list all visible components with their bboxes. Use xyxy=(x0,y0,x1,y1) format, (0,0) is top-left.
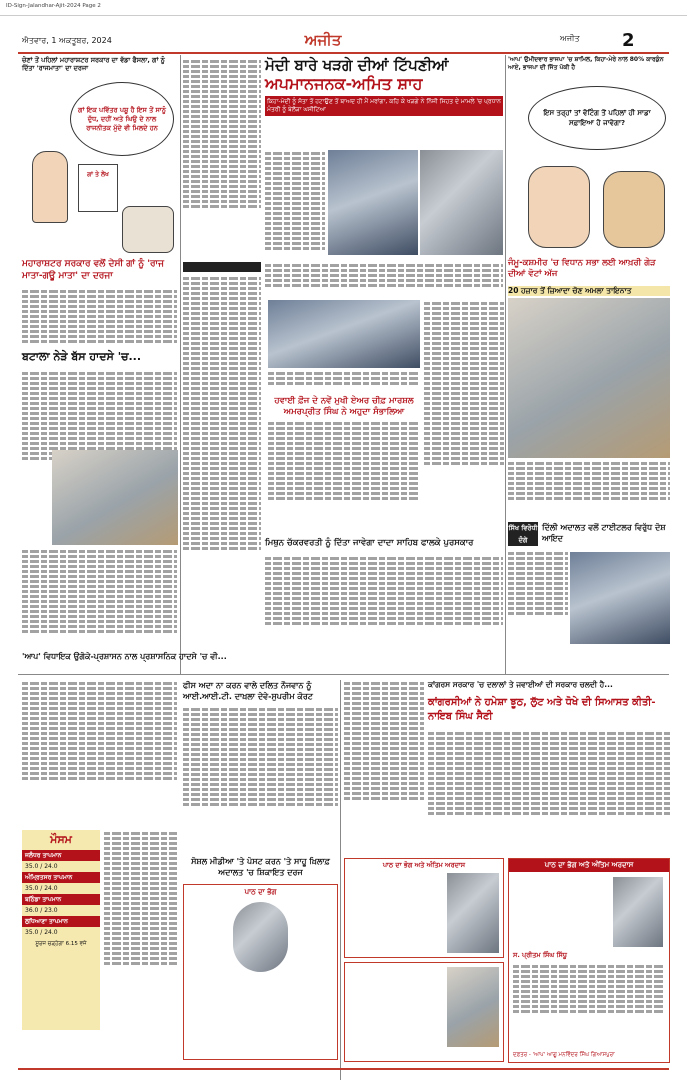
character-figure xyxy=(32,151,68,223)
article-text xyxy=(183,275,261,665)
character-figure xyxy=(603,171,665,248)
obituary-photo xyxy=(447,873,499,953)
cartoon-caption: ਚੋਣਾਂ ਤੋਂ ਪਹਿਲਾਂ ਮਹਾਰਾਸ਼ਟਰ ਸਰਕਾਰ ਦਾ ਵੱਡਾ ਫੈਸਲਾ, ਗਾਂ ਨੂੰ ਦਿੱਤਾ 'ਰਾਜਮਾਤਾ' ਦਾ ਦਰਜਾ xyxy=(22,56,165,72)
article-text xyxy=(22,288,177,346)
lead-deck: ਕਿਹਾ-ਮੋਦੀ ਨੂੰ ਸੱਤਾ ਤੋਂ ਹਟਾਉਣ ਤੋਂ ਬਾਅਦ ਹੀ ਮੈਂ ਮਰਾਂਗਾ, ਕਹਿ ਕੇ ਖੜਗੇ ਨੇ ਨਿੱਜੀ ਸਿਹਤ ਦੇ ਮਾਮਲੇ 'ਚ ਪ੍ਰਧਾਨ ਮੰਤਰੀ ਨੂੰ ਬੇਲੋੜਾ ਘਸੀਟਿਆ xyxy=(265,96,503,116)
obituary-title: ਪਾਠ ਦਾ ਭੋਗ xyxy=(244,888,277,896)
character-figure xyxy=(528,166,590,248)
congress-headline: ਕਾਂਗਰਸੀਆਂ ਨੇ ਹਮੇਸ਼ਾ ਝੂਠ, ਲੁੱਟ ਅਤੇ ਧੋਖੇ ਦੀ ਸਿਆਸਤ ਕੀਤੀ-ਨਾਇਬ ਸਿੰਘ ਸੈਣੀ xyxy=(428,697,656,722)
speech-bubble: ਗਾਂ ਇਕ ਪਵਿੱਤਰ ਪਸ਼ੂ ਹੈ ਇਸ ਤੋਂ ਸਾਨੂੰ ਦੁੱਧ, ਦਹੀਂ ਅਤੇ ਘਿਉ ਦੇ ਨਾਲ ਰਾਜਨੀਤਕ ਮੁੱਦੇ ਵੀ ਮਿਲਦੇ ਹਨ xyxy=(70,82,174,156)
weather-values: 35.0 / 24.0 xyxy=(25,863,58,870)
jk-subhead: 20 ਹਜ਼ਾਰ ਤੋਂ ਜ਼ਿਆਦਾ ਚੋਣ ਅਮਲਾ ਤਾਇਨਾਤ xyxy=(508,286,670,296)
obituary-text xyxy=(513,963,663,1043)
section-name: ਅਜੀਤ xyxy=(560,34,580,43)
airforce-photo xyxy=(268,300,420,368)
article-text xyxy=(22,680,177,820)
obituary-box xyxy=(508,858,670,1063)
section-rule xyxy=(18,674,669,675)
lead-headline-2: ਅਪਮਾਨਜਨਕ-ਅਮਿਤ ਸ਼ਾਹ xyxy=(265,74,423,93)
deceased-name: ਸ. ਪ੍ਰੀਤਮ ਸਿੰਘ ਸਿੱਧੂ xyxy=(513,951,567,959)
tytler-photo xyxy=(570,552,670,644)
congress-top: ਕਾਂਗਰਸ ਸਰਕਾਰ 'ਚ ਦਲਾਲਾਂ ਤੇ ਜਵਾਈਆਂ ਦੀ ਸਰਕਾਰ ਚਲਦੀ ਹੈ... xyxy=(428,680,613,689)
weather-table xyxy=(22,850,100,938)
lead-headline-1: ਮੋਦੀ ਬਾਰੇ ਖੜਗੇ ਦੀਆਂ ਟਿੱਪਣੀਆਂ xyxy=(265,56,449,74)
aap-headline: 'ਆਪ' ਵਿਧਾਇਕ ਉਗੋਕੇ-ਪ੍ਰਸ਼ਾਸਨ ਨਾਲ ਪ੍ਰਸ਼ਾਸਨਿਕ ਹਾਦਸੇ 'ਚ ਵੀ... xyxy=(22,652,227,661)
voters-photo xyxy=(508,298,670,458)
story-tag xyxy=(183,262,261,272)
weather-values: 35.0 / 24.0 xyxy=(25,929,58,936)
column-divider xyxy=(505,55,506,675)
article-text xyxy=(424,300,504,530)
article-text xyxy=(104,830,177,1030)
lead-story xyxy=(265,56,503,116)
weather-city: ਜਲੰਧਰ ਤਾਪਮਾਨ xyxy=(22,850,100,861)
social-headline: ਸੋਸ਼ਲ ਮੀਡੀਆ 'ਤੇ ਪੋਸਟ ਕਰਨ 'ਤੇ ਸਾਹੂ ਖ਼ਿਲਾਫ਼ ਅਦਾਲਤ 'ਚ ਸ਼ਿਕਾਇਤ ਦਰਜ xyxy=(191,857,330,877)
article-text xyxy=(22,548,177,648)
column-divider xyxy=(180,55,181,675)
sunrise-text: ਸੂਰਜ ਚੜ੍ਹੇਗਾ 6.15 ਵਜੇ xyxy=(35,941,87,947)
obituary-box xyxy=(344,858,504,958)
sign-board: ਗਾਂ ਤੇ ਲੇਖ xyxy=(78,164,118,212)
prepress-slug: ID-Sign-Jalandhar-Ajit-2024 Page 2 xyxy=(0,0,687,16)
airforce-headline: ਹਵਾਈ ਫ਼ੌਜ ਦੇ ਨਵੇਂ ਮੁਖੀ ਏਅਰ ਚੀਫ਼ ਮਾਰਸ਼ਲ ਅਮਰਪ੍ਰੀਤ ਸਿੰਘ ਨੇ ਅਹੁਦਾ ਸੰਭਾਲਿਆ xyxy=(274,396,414,417)
obituary-footer: ਦਫ਼ਤਰ - 'ਆਪ' ਆਗੂ ਮਨਵਿੰਦਰ ਸਿੰਘ ਗਿਆਸਪੁਰਾ xyxy=(513,1052,615,1058)
weather-city: ਬਠਿੰਡਾ ਤਾਪਮਾਨ xyxy=(22,894,100,905)
obituary-box xyxy=(183,884,338,1060)
article-text xyxy=(183,58,261,258)
footer-rule xyxy=(18,1068,669,1070)
fees-headline: ਫੀਸ ਅਦਾ ਨਾ ਕਰਨ ਵਾਲੇ ਦਲਿਤ ਨੌਜਵਾਨ ਨੂੰ ਆਈ.ਆਈ.ਟੀ. ਦਾਖ਼ਲਾ ਦੇਵੇ-ਸੁਪਰੀਮ ਕੋਰਟ xyxy=(183,681,313,701)
court-tag: ਸਿੱਖ ਵਿਰੋਧੀ ਦੰਗੇ xyxy=(508,524,538,544)
speech-bubble: ਇਸ ਤਰ੍ਹਾਂ ਤਾਂ ਵੋਟਿੰਗ ਤੋਂ ਪਹਿਲਾਂ ਹੀ ਸਾਡਾ ਸਫ਼ਾਇਆ ਹੋ ਜਾਵੇਗਾ? xyxy=(528,86,666,150)
article-text xyxy=(183,706,338,854)
article-text xyxy=(268,420,420,530)
article-text xyxy=(508,460,670,520)
article-text xyxy=(344,680,424,855)
weather-box xyxy=(22,830,100,1030)
article-text xyxy=(265,150,325,260)
article-text xyxy=(508,550,568,650)
obituary-photo xyxy=(613,877,663,947)
right-cartoon xyxy=(508,56,670,252)
cartoon-caption: 'ਆਪ' ਉਮੀਦਵਾਰ ਭਾਜਪਾ 'ਚ ਸ਼ਾਮਿਲ, ਕਿਹਾ-ਮੇਰੇ ਨਾਲ 80% ਕਾਰਕੁੰਨ ਆਏ, ਭਾਜਪਾ ਦੀ ਜਿੱਤ ਪੱਕੀ ਹੈ xyxy=(508,56,664,71)
article-text xyxy=(428,730,670,855)
left-headline-2: ਬਟਾਲਾ ਨੇੜੇ ਬੱਸ ਹਾਦਸੇ 'ਚ... xyxy=(22,350,142,363)
weather-city: ਲੁਧਿਆਣਾ ਤਾਪਮਾਨ xyxy=(22,916,100,927)
obituary-photo xyxy=(233,902,288,972)
obituary-title: ਪਾਠ ਦਾ ਭੋਗ ਅਤੇ ਅੰਤਿਮ ਅਰਦਾਸ xyxy=(382,861,466,869)
header-rule xyxy=(18,52,669,54)
edition-date: ਐਤਵਾਰ, 1 ਅਕਤੂਬਰ, 2024 xyxy=(22,36,112,45)
weather-values: 35.0 / 24.0 xyxy=(25,885,58,892)
column-divider xyxy=(340,680,341,1080)
article-text xyxy=(265,262,503,296)
paper-name: ਅਜੀਤ xyxy=(304,31,342,49)
left-cartoon xyxy=(22,56,177,254)
left-headline-1: ਮਹਾਰਾਸ਼ਟਰ ਸਰਕਾਰ ਵਲੋਂ ਦੇਸੀ ਗਾਂ ਨੂੰ 'ਰਾਜ ਮਾਤਾ-ਗਊ ਮਾਤਾ' ਦਾ ਦਰਜਾ xyxy=(22,259,165,281)
jk-headline: ਜੰਮੂ-ਕਸ਼ਮੀਰ 'ਚ ਵਿਧਾਨ ਸਭਾ ਲਈ ਆਖ਼ਰੀ ਗੇੜ ਦੀਆਂ ਵੋਟਾਂ ਅੱਜ xyxy=(508,258,656,279)
masthead xyxy=(0,28,687,52)
photo-caption xyxy=(268,370,420,392)
weather-city: ਅੰਮ੍ਰਿਤਸਰ ਤਾਪਮਾਨ xyxy=(22,872,100,883)
obituary-title: ਪਾਠ ਦਾ ਭੋਗ ਅਤੇ ਅੰਤਿਮ ਅਰਦਾਸ xyxy=(509,859,669,872)
page-number: 2 xyxy=(622,30,635,51)
mithun-headline: ਮਿਥੁਨ ਚੱਕਰਵਰਤੀ ਨੂੰ ਦਿੱਤਾ ਜਾਵੇਗਾ ਦਾਦਾ ਸਾਹਿਬ ਫਾਲਕੇ ਪੁਰਸਕਾਰ xyxy=(265,538,474,548)
weather-title: ਮੌਸਮ xyxy=(50,833,72,846)
article-text xyxy=(265,555,503,655)
amit-shah-photo xyxy=(328,150,418,255)
obituary-box xyxy=(344,962,504,1062)
obituary-photo xyxy=(447,967,499,1047)
court-headline: ਦਿੱਲੀ ਅਦਾਲਤ ਵਲੋਂ ਟਾਈਟਲਰ ਵਿਰੁੱਧ ਦੋਸ਼ ਆਇਦ xyxy=(542,523,666,543)
cow-figure xyxy=(122,206,174,253)
kharge-photo xyxy=(420,150,503,255)
weather-values: 36.0 / 23.0 xyxy=(25,907,58,914)
news-photo xyxy=(52,450,178,545)
